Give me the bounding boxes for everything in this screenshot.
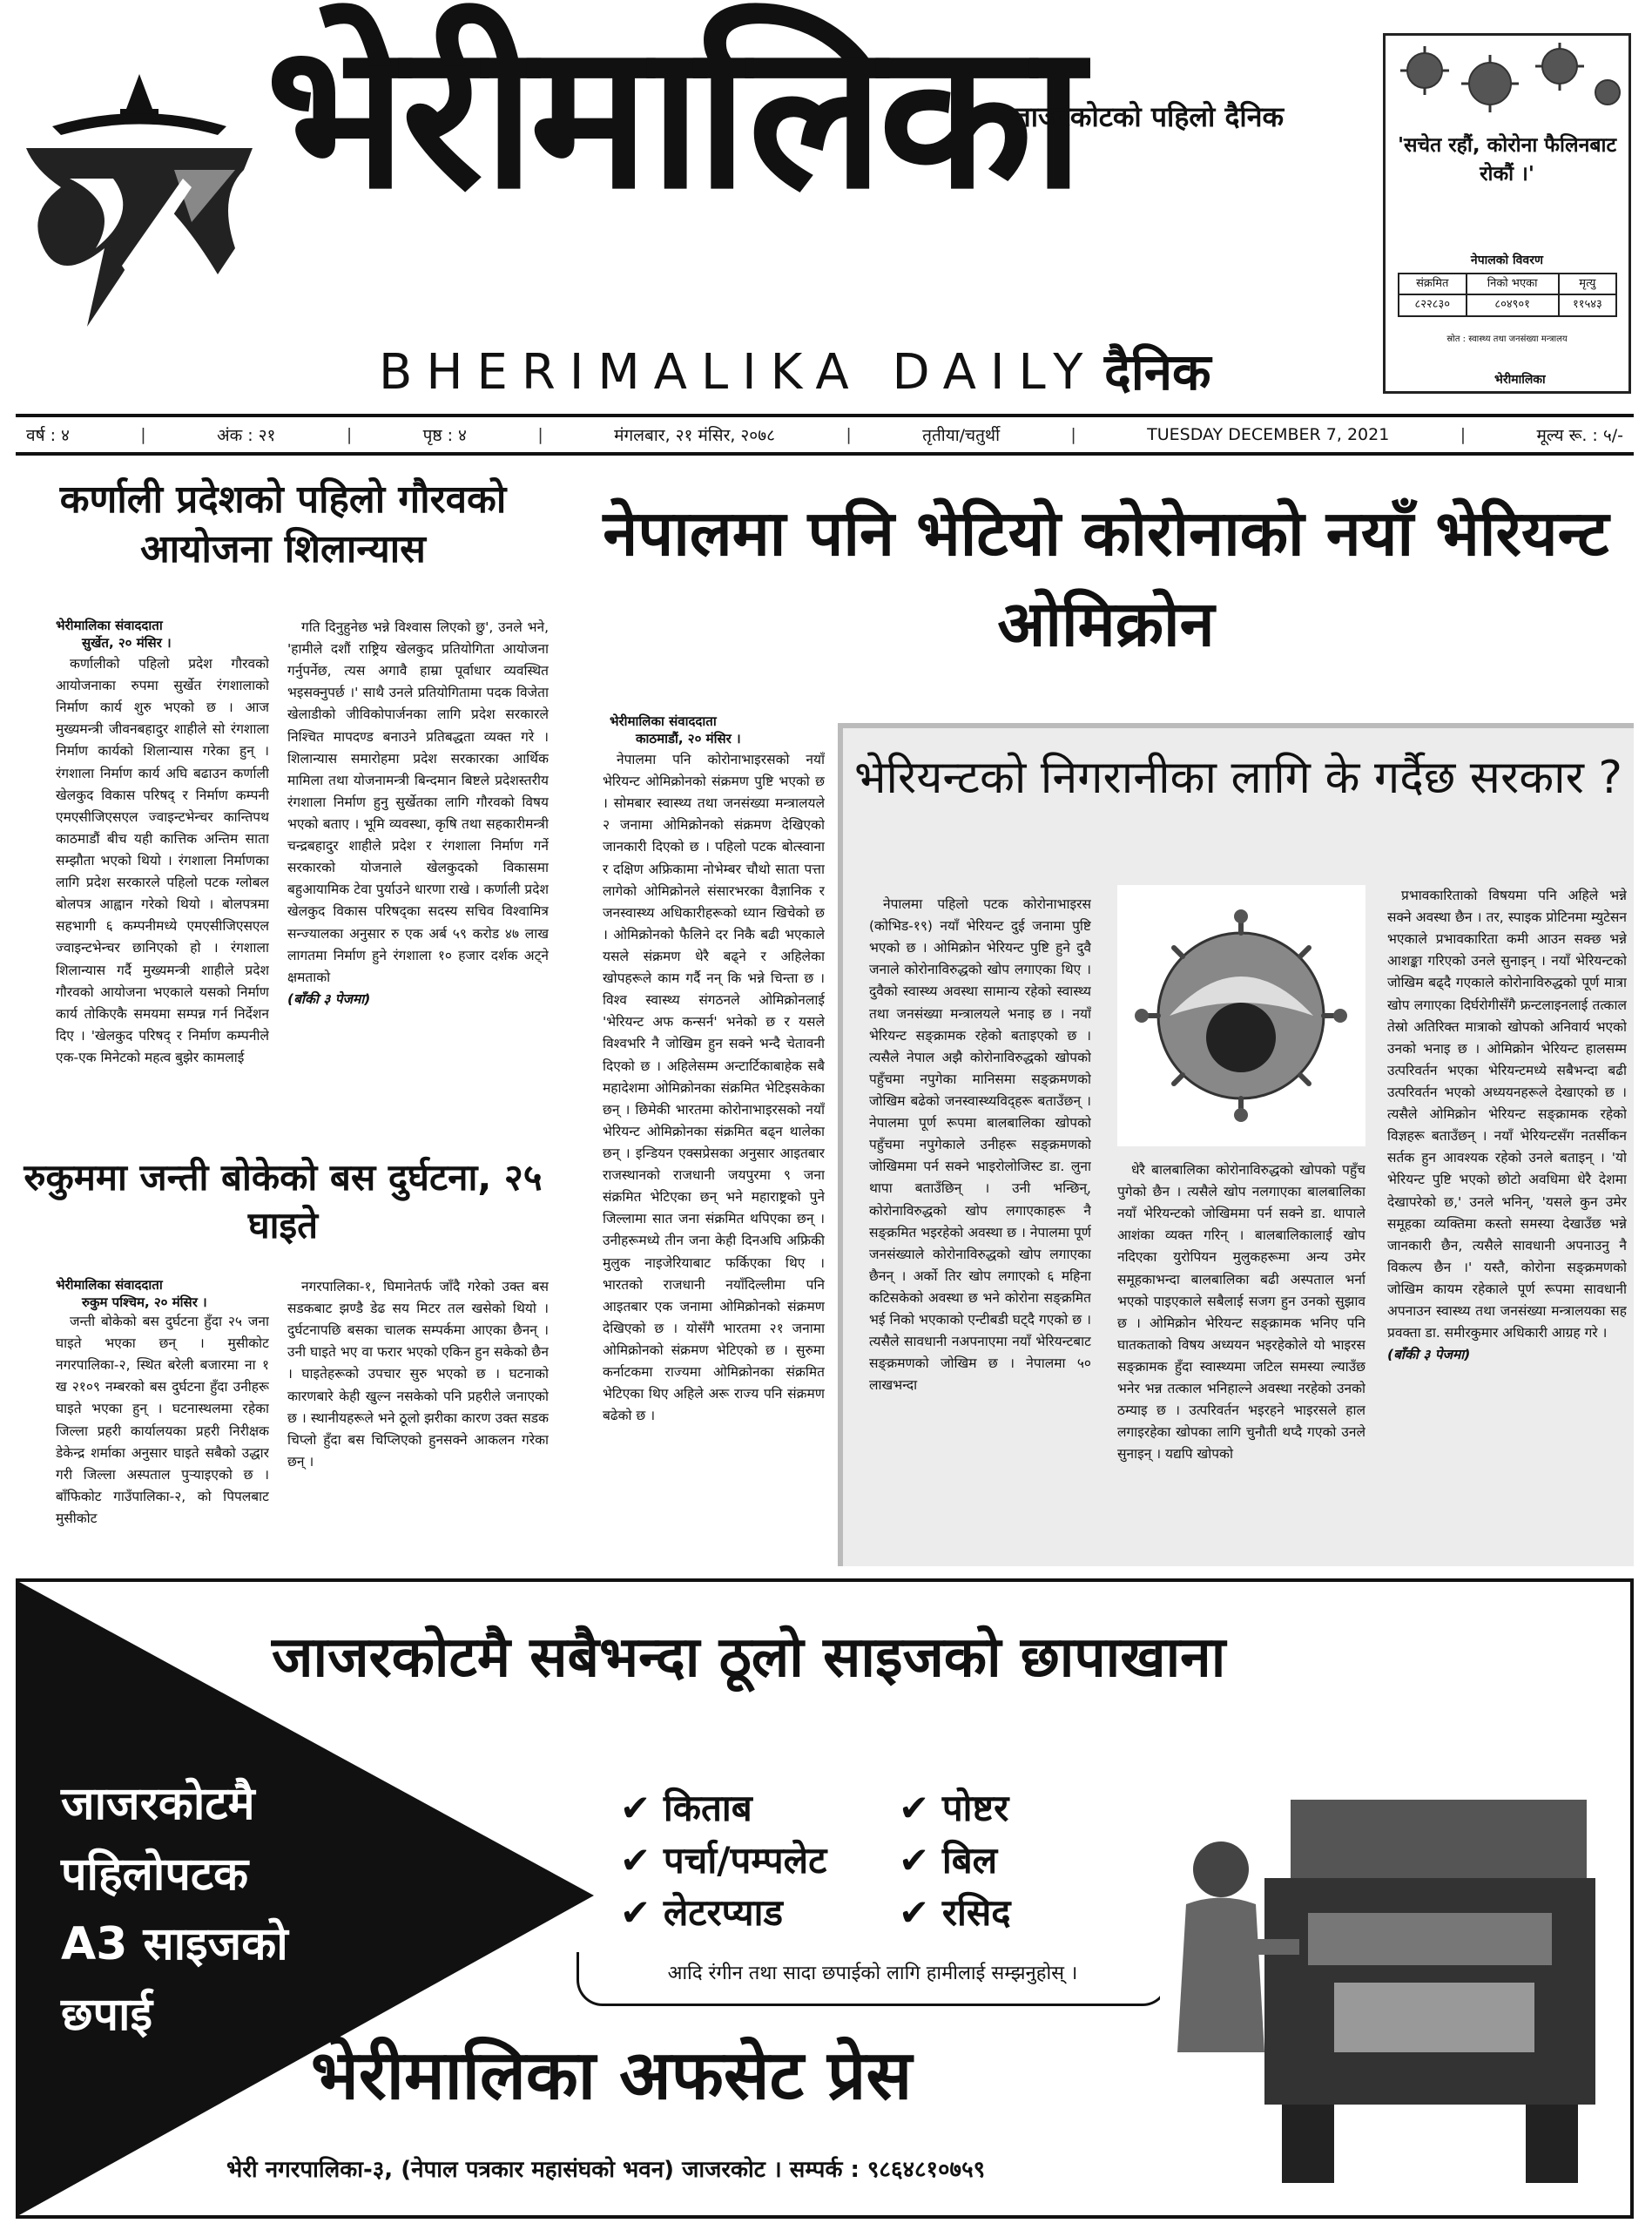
masthead-english-name: BHERIMALIKA DAILY [379, 344, 1097, 401]
box-title: भेरियन्टको निगरानीका लागि के गर्दैछ सरकार ? [853, 752, 1623, 804]
header-infected: संक्रमित [1399, 274, 1467, 294]
byline-dateline: रुकुम पश्चिम, २० मंसिर । [82, 1294, 207, 1310]
date-english: TUESDAY DECEMBER 7, 2021 [1147, 425, 1390, 444]
article1-column-2 [287, 617, 549, 1131]
corona-table-title: नेपालको विवरण [1470, 253, 1544, 267]
article2-column-1 [56, 1311, 269, 1564]
masthead-dainik: दैनिक [1104, 342, 1211, 402]
page-count: पृष्ठ : ४ [422, 426, 467, 445]
date-nepali: मंगलबार, २१ मंसिर, २०७८ [614, 426, 775, 445]
article2-text-1: जन्ती बोकेको बस दुर्घटना हुँदा २५ जना घाइते भएका छन् । मुसीकोट नगरपालिका-२, स्थित बरेली बजारमा ना १ ख २१०९ नम्बरको बस दुर्घटना हुँदा उनीहरू घाइते भएका हुन् । घटनास्थलमा रहेका जिल्ला प्रहरी कार्यालयका प्रहरी निरीक्षक डेकेन्द्र शर्माका अनुसार घाइते सबैको उद्धार गरी जिल्ला अस्पताल पुऱ्याइएको छ । बाँफिकोट गाउँपालिका-२, को पिपलबाट मुसीकोट [56, 1314, 269, 1526]
box-text-2: धेरै बालबालिका कोरोनाविरुद्धको खोपको पहुँच पुगेको छैन । त्यसैले खोप नलगाएका बालबालिका नयाँ भेरियन्टको जोखिममा पर्न सक्ने डा. थापाले आशंका व्यक्त गरिन् । बालबालिकालाई खोप नदिएका युरोपियन मुलुकहरूमा अन्य उमेर समूहकाभन्दा बालबालिका बढी अस्पताल भर्ना भएको पाइएकाले सबैलाई सजग हुन उनको सुझाव छ । ओमिक्रोन भेरियन्ट सङ्क्रामक भनिए पनि घातकताको विषय अध्ययन भइरहेकोले यो भाइरस सङ्क्रामक हुँदा स्वास्थ्यमा जटिल समस्या ल्याउँछ भनेर भन्न तत्काल भनिहाल्ने अवस्था नरहेको उनको ठम्याइ छ । उत्परिवर्तन भइरहने भाइरसले हाल लगाइरहेका खोपका लागि चुनौती थप्दै गएको उनले सुनाइन् । यद्यपि खोपको [1117, 1162, 1365, 1463]
corona-stats-table [1398, 273, 1617, 317]
corona-source: स्रोत : स्वास्थ्य तथा जनसंख्या मन्त्रालय [1446, 334, 1568, 344]
ad-press-name: भेरीमालिका अफसेट प्रेस [311, 2037, 913, 2115]
article1-continued: (बाँकी ३ पेजमा) [287, 990, 371, 1007]
issue-number: अंक : २१ [217, 426, 276, 445]
header-deaths: मृत्यु [1559, 274, 1616, 294]
ad-service-item: ✔ रसिद [899, 1891, 1011, 1934]
byline-dateline: सुर्खेत, २० मंसिर । [82, 635, 172, 651]
article1-text-2: गति दिनुहुनेछ भन्ने विश्वास लिएको छु', उनले भने, 'हामीले दशौं राष्ट्रिय खेलकुद प्रतियोगिता आयोजना गर्नुपर्नेछ, त्यस अगावै हाम्रा पूर्वाधार व्यवस्थित भइसक्नुपर्छ ।' साथै उनले प्रतियोगितामा पदक विजेता खेलाडीको जीविकोपार्जनका लागि प्रदेश सरकारले निश्चित मापदण्ड बनाउने प्रतिबद्धता व्यक्त गरे । शिलान्यास समारोहमा प्रदेश सरकारका आर्थिक मामिला तथा योजनामन्त्री बिन्दमान बिष्टले प्रदेशस्तरीय रंगशाला निर्माण हुनु सुर्खेतका लागि गौरवको विषय भएको बताए । भूमि व्यवस्था, कृषि तथा सहकारीमन्त्री चन्द्रबहादुर शाहीले प्रदेश र रंगशाला निर्माण गर्ने सरकारको योजनाले खेलकुदको विकासमा बहुआयामिक टेवा पुर्याउने धारणा राखे । कर्णाली प्रदेश खेलकुद विकास परिषद्का सदस्य सचिव विश्वामित्र सन्ज्यालका अनुसार रु एक अर्ब ५९ करोड ४७ लाख लागतमा निर्माण हुने रंगशाला १० हजार दर्शक अट्ने क्षमताको [287, 619, 549, 985]
issue-info-bar: वर्ष : ४ | अंक : २१ | पृष्ठ : ४ | मंगलबार, २१ मंसिर, २०७८ | तृतीया/चतुर्थी | TUESDAY DECEMBER 7, 2021 | मूल्य रू. : ५/- [16, 414, 1634, 456]
ad-service-item: ✔ किताब [620, 1787, 752, 1829]
article2-byline [56, 1276, 265, 1311]
virus-illustration-icon [1386, 36, 1628, 123]
box-text-3: प्रभावकारिताको विषयमा पनि अहिले भन्ने सक्ने अवस्था छैन । तर, स्पाइक प्रोटिनमा म्युटेसन भएकाले प्रभावकारिता कमी आउन सक्छ भन्ने आशङ्का गरिएको उनले सुनाइन् । नयाँ भेरियन्टको जोखिम बढ्दै गएकाले कोरोनाविरुद्धको पूर्ण मात्रा खोप लगाएका दिर्घरोगीसँगै फ्रन्टलाइनलाई तत्काल तेस्रो अतिरिक्त मात्राको खोपको अनिवार्य भएको उनको भनाइ छ । ओमिक्रोन भेरियन्ट हालसम्म उत्परिवर्तन भएका भेरियन्टमध्ये सबैभन्दा बढी उत्परिवर्तन भएको अध्ययनहरूले देखाएको छ । त्यसैले ओमिक्रोन भेरियन्ट सङ्क्रामक रहेको विज्ञहरू बताउँछन् । नयाँ भेरियन्टसँग नतर्सीकन सर्तक हुन आवश्यक रहेको उनले बताइन् । 'यो भेरियन्ट पुष्टि भएको छोटो अवधिमा धेरै देशमा देखापरेको छ,' उनले भनिन्, 'यसले कुन उमेर समूहका व्यक्तिमा कस्तो समस्या देखाउँछ भन्ने जानकारी छैन, त्यसैले सावधानी अपनाउनु नै विकल्प छैन ।' यस्तै, कोरोना सङ्क्रमणको जोखिम कायम रहेकाले पूर्ण रूपमा सावधानी अपनाउन स्वास्थ्य तथा जनसंख्या मन्त्रालयका सह प्रवक्ता डा. समीरकुमार अधिकारी आग्रह गरे । [1387, 888, 1627, 1341]
article1-byline [56, 617, 265, 652]
ad-address: भेरी नगरपालिका-३, (नेपाल पत्रकार महासंघको भवन) जाजरकोट । सम्पर्क : ९८६४८१०७५९ [226, 2157, 986, 2183]
coronavirus-image-icon [1117, 885, 1365, 1146]
ad-left-line: पहिलोपटक [61, 1848, 249, 1901]
article1-column-1 [56, 653, 269, 1124]
ad-service-item: ✔ बिल [899, 1839, 998, 1882]
box-column-3 [1387, 885, 1627, 1556]
value-infected: ८२२८३० [1399, 294, 1467, 315]
byline-dateline: काठमाडौं, २० मंसिर । [636, 731, 741, 747]
ad-left-line: छपाई [61, 1988, 152, 2041]
bherimalika-logo [17, 74, 261, 335]
edition-day: तृतीया/चतुर्थी [922, 426, 1000, 445]
ad-left-line: जाजरकोटमै [61, 1778, 255, 1830]
variant-surveillance-box [838, 723, 1634, 1566]
byline-name: भेरीमालिका संवाददाता [56, 618, 163, 633]
byline-name: भेरीमालिका संवाददाता [610, 713, 717, 729]
masthead-tagline: जाजरकोटको पहिलो दैनिक [1010, 100, 1285, 133]
press-advertisement [16, 1578, 1634, 2219]
year: वर्ष : ४ [26, 426, 70, 445]
article1-text-1: कर्णालीको पहिलो प्रदेश गौरवको आयोजनाका रुपमा सुर्खेत रंगशालाको निर्माण कार्य शुरु भएको छ । आज मुख्यमन्त्री जीवनबहादुर शाहीले सो रंगशाला निर्माण कार्यको शिलान्यास गरेका हुन् । रंगशाला निर्माण कार्य अघि बढाउन कर्णाली खेलकुद विकास परिषद् र निर्माण कम्पनी एमएसीजिएसएल ज्वाइन्टभेन्चर कान्तिपथ काठमाडौं बीच यही कात्तिक अन्तिम साता सम्झौता भएको थियो । रंगशाला निर्माणका लागि प्रदेश सरकारले पहिलो पटक ग्लोबल बोलपत्र आह्वान गरेको थियो । बोलपत्रमा सहभागी ६ कम्पनीमध्ये एमएसीजिएसएल ज्वाइन्टभेन्चर छानिएको हो । रंगशाला शिलान्यास गर्दै मुख्यमन्त्री शाहीले प्रदेश गौरवको आयोजना भएकाले यसको निर्माण कार्य तोकिएकै समयमा सम्पन्न गर्न निर्देशन दिए । 'खेलकुद परिषद् र निर्माण कम्पनीले एक-एक मिनेटको महत्व बुझेर कामलाई [56, 656, 269, 1065]
main-article-column [603, 749, 825, 1564]
main-headline: नेपालमा पनि भेटियो कोरोनाको नयाँ भेरियन्ट ओमिक्रोन [603, 497, 1609, 661]
box-column-2 [1117, 1159, 1365, 1556]
box-column-1 [869, 894, 1091, 1556]
value-recovered: ८०४९०१ [1467, 294, 1559, 315]
corona-box-brand: भेरीमालिका [1494, 373, 1546, 387]
header-recovered: निको भएका [1467, 274, 1559, 294]
corona-info-box [1383, 33, 1631, 394]
ad-service-item: ✔ पर्चा/पम्पलेट [620, 1839, 827, 1882]
article2-headline: रुकुममा जन्ती बोकेको बस दुर्घटना, २५ घाइते [24, 1156, 543, 1247]
article2-text-2: नगरपालिका-१, घिमानेतर्फ जाँदै गरेको उक्त बस सडकबाट झण्डै डेढ सय मिटर तल खसेको थियो । दुर्घटनापछि बसका चालक सम्पर्कमा आएका छैनन् । उनी घाइते भए वा फरार भएको एकिन हुन सकेको छैन । घाइतेहरूको उपचार सुरु भएको छ । घटनाको कारणबारे केही खुल्न नसकेको पनि प्रहरीले जनाएको छ । स्थानीयहरूले भने ठूलो झरीका कारण उक्त सडक चिप्लो हुँदा बस चिप्लिएको हुनसक्ने आकलन गरेका छन् । [287, 1279, 549, 1470]
ad-title: जाजरकोटमै सबैभन्दा ठूलो साइजको छापाखाना [272, 1625, 1226, 1690]
byline-name: भेरीमालिका संवाददाता [56, 1277, 163, 1293]
price: मूल्य रू. : ५/- [1536, 426, 1623, 445]
value-deaths: ११५४३ [1559, 294, 1616, 315]
ad-note: आदि रंगीन तथा सादा छपाईको लागि हामीलाई सम्झनुहोस् । [577, 1952, 1169, 2006]
main-article-text: नेपालमा पनि कोरोनाभाइरसको नयाँ भेरियन्ट ओमिक्रोनको संक्रमण पुष्टि भएको छ । सोमबार स्वास्थ्य तथा जनसंख्या मन्त्रालयले २ जनामा ओमिक्रोनको संक्रमण देखिएको जानकारी दिएको छ । पहिलो पटक बोत्स्वाना र दक्षिण अफ्रिकामा नोभेम्बर चौथो साता पत्ता लागेको ओमिक्रोनले संसारभरका वैज्ञानिक र जनस्वास्थ्य अधिकारीहरूको ध्यान खिचेको छ । ओमिक्रोनको फैलिने दर निकै बढी भएकाले यसले संक्रमण धेरै बढ्ने र अहिलेका खोपहरूले काम गर्दै नन् कि भन्ने चिन्ता छ । विश्व स्वास्थ्य संगठनले ओमिक्रोनलाई 'भेरियन्ट अफ कन्सर्न' भनेको छ र यसले विश्वभरि नै जोखिम हुन सक्ने भन्दै चेतावनी दिएको छ । अहिलेसम्म अन्टार्टिकाबाहेक सबै महादेशमा ओमिक्रोनका संक्रमित भेटिइसकेका छन् । छिमेकी भारतमा कोरोनाभाइरसको नयाँ भेरियन्ट ओमिक्रोनका संक्रमित बढ्न थालेका छन् । इन्डियन एक्सप्रेसका अनुसार आइतबार राजस्थानको राजधानी जयपुरमा ९ जना संक्रमित भेटिएका छन् भने महाराष्ट्रको पुने जिल्लामा सात जना संक्रमित थपिएका छन् । उनीहरूमध्ये तीन जना केही दिनअघि अफ्रिकी मुलुक नाइजेरियाबाट फर्किएका थिए । भारतको राजधानी नयाँदिल्लीमा पनि आइतबार एक जनामा ओमिक्रोनको संक्रमण देखिएको छ । योसँगै भारतमा २१ जनामा ओमिक्रोनको संक्रमण भेटिएको छ । सुरुमा कर्नाटकमा राज्यमा ओमिक्रोनका संक्रमित भेटिएका थिए अहिले अरू राज्य पनि संक्रमण बढेको छ । [603, 752, 825, 1424]
ad-left-text [61, 1769, 374, 2050]
corona-slogan: 'सचेत रहौं, कोरोना फैलिनबाट रोकौं ।' [1397, 134, 1617, 186]
masthead-title: भेरीमालिका [266, 1, 1080, 233]
article1-headline: कर्णाली प्रदेशको पहिलो गौरवको आयोजना शिलान्यास [59, 477, 507, 572]
ad-service-item: ✔ लेटरप्याड [620, 1891, 783, 1934]
printing-machine-photo-icon [1160, 1765, 1613, 2200]
article2-column-2 [287, 1276, 549, 1564]
ad-left-line: A3 साइजको [61, 1918, 288, 1971]
box-continued: (बाँकी ३ पेजमा) [1387, 1347, 1471, 1363]
box-text-1: नेपालमा पहिलो पटक कोरोनाभाइरस (कोभिड-१९) नयाँ भेरियन्ट दुई जनामा पुष्टि भएको छ । ओमिक्रोन भेरियन्ट पुष्टि हुने दुवै जनाले कोरोनाविरुद्धको खोप लगाएका थिए । दुवैको स्वास्थ्य अवस्था सामान्य रहेको स्वास्थ्य तथा जनसंख्या मन्त्रालयले भनाइ छ । नयाँ भेरियन्ट सङ्क्रामक रहेको बताइएको छ । त्यसैले नेपाल अझै कोरोनाविरुद्धको खोपको पहुँचमा नपुगेका मानिसमा सङ्क्रमणको जोखिम बढेको जनस्वास्थ्यविद्हरू बताउँछन् । नेपालमा पूर्ण रूपमा बालबालिका खोपको पहुँचमा नपुगेकाले उनीहरू सङ्क्रमणको जोखिममा पर्न सक्ने भाइरोलोजिस्ट डा. लुना थापा बताउँछिन् । उनी भन्छिन्, कोरोनाविरुद्धको खोप लगाएकाहरू नै सङ्क्रमित भइरहेको अवस्था छ । नेपालमा पूर्ण जनसंख्याले कोरोनाविरुद्धको खोप लगाएका छैनन् । अर्को तिर खोप लगाएको ६ महिना कटिसकेको अवस्था छ भने कोरोना सङ्क्रमित भई निको भएकाको एन्टीबडी घट्दै गएको छ । त्यसैले सावधानी नअपनाएमा नयाँ भेरियन्टबाट सङ्क्रमणको जोखिम छ । नेपालमा ५० लाखभन्दा [869, 896, 1091, 1394]
ad-service-item: ✔ पोष्टर [899, 1787, 1009, 1829]
main-byline [610, 713, 819, 747]
